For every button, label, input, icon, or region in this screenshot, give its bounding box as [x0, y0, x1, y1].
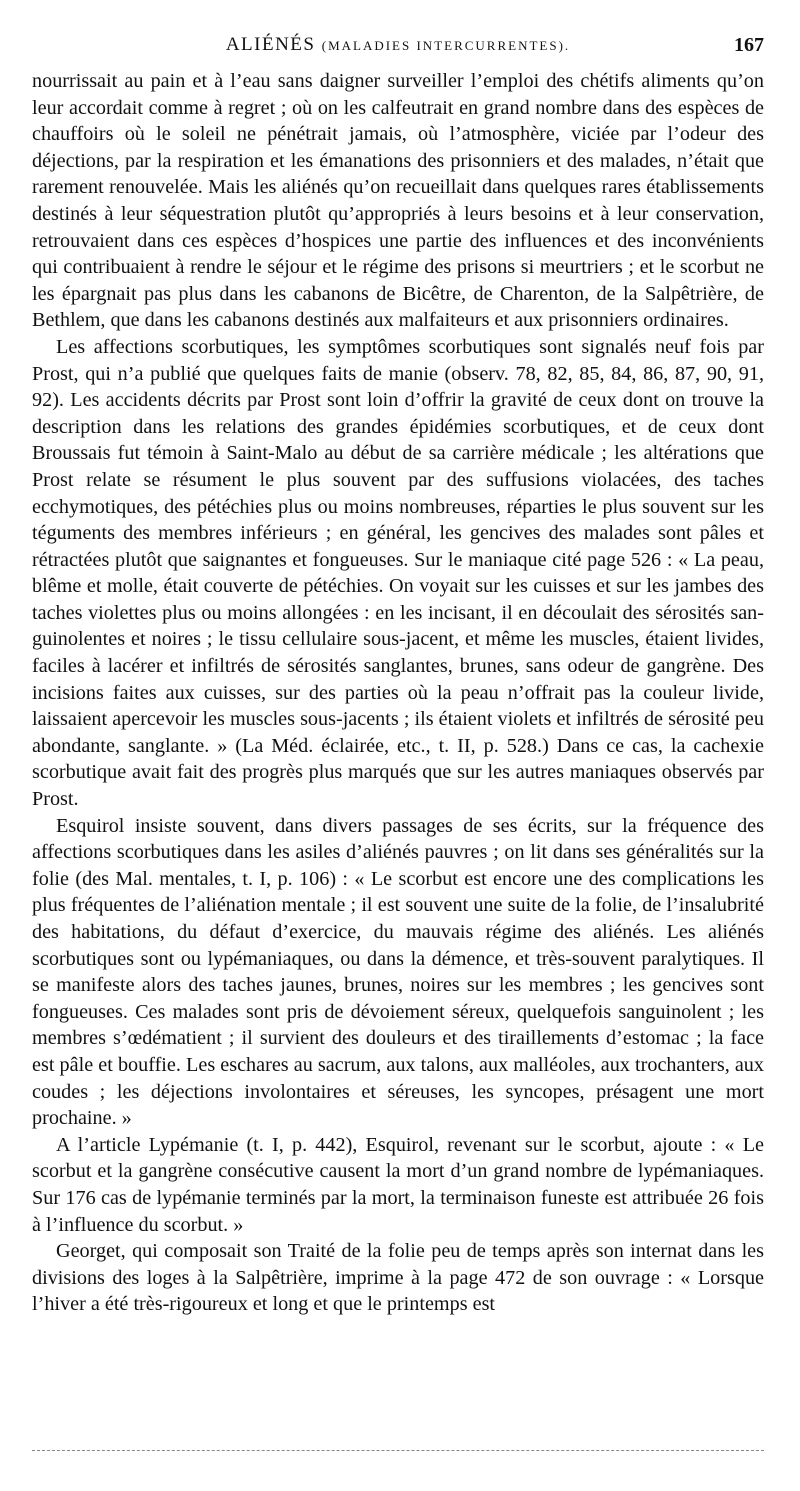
- paragraph-2: Les affections scorbutiques, les symptômes scorbutiques sont signalés neuf fois par Prost, qui n’a publié que quelques faits de manie (observ. 78, 82, 85, 84, 86, 87, 90, 91, 92). Les accidents décrits par Prost sont loin d’offrir la gravité de ceux dont on trouve la description dans les relations des grandes épidémies scorbutiques, et de ceux dont Broussais fut témoin à Saint-Malo au début de sa carrière médicale ; les altérations que Prost relate se résument le plus souvent par des suffusions violacées, des taches ecchymotiques, des pétéchies plus ou moins nombreuses, réparties le plus souvent sur les téguments des membres inférieurs ; en général, les gencives des malades sont pâles et rétractées plutôt que saignantes et fongueuses. Sur le maniaque cité page 526 : « La peau, blême et molle, était couverte de pétéchies. On voyait sur les cuisses et sur les jambes des taches violettes plus ou moins allongées : en les incisant, il en découlait des sérosités sanguinolentes et noires ; le tissu cellulaire sous-jacent, et même les muscles, étaient livides, faciles à lacérer et infiltrés de sérosités sanglantes, brunes, sans odeur de gangrène. Des incisions faites aux cuisses, sur des parties où la peau n’offrait pas la couleur livide, laissaient apercevoir les muscles sous-jacents ; ils étaient violets et infiltrés de sérosité peu abondante, sanglante. » (La Méd. éclairée, etc., t. II, p. 528.) Dans ce cas, la cachexie scorbutique avait fait des progrès plus marqués que sur les autres maniaques observés par Prost.: [32, 335, 764, 811]
- paragraph-5: Georget, qui composait son Traité de la folie peu de temps après son internat dans les divisions des loges à la Salpêtrière, imprime à la page 472 de son ouvrage : « Lorsque l’hiver a été très-rigoureux et long et que le printemps est: [32, 1240, 764, 1316]
- running-title-main: ALIÉNÉS: [225, 34, 316, 55]
- paragraph-4: A l’article Lypémanie (t. I, p. 442), Esquirol, revenant sur le scorbut, ajoute : « Le scorbut et la gangrène consécutive causent la mort d’un grand nombre de lypémaniaques. Sur 176 cas de lypémanie terminés par la mort, la terminaison funeste est attribuée 26 fois à l’influence du scorbut. »: [32, 1133, 764, 1236]
- running-title: [32, 30, 764, 61]
- paragraph-1: nourrissait au pain et à l’eau sans daigner surveiller l’emploi des chétifs aliments qu’on leur accordait comme à regret ; où on les calfeutrait en grand nombre dans des espèces de chauffoirs où le soleil ne pénétrait jamais, où l’atmosphère, viciée par l’odeur des déjections, par la respiration et les émanations des prisonniers et des malades, n’était que rarement renouvelée. Mais les aliénés qu’on recueillait dans quelques rares établissements destinés à leur séquestration plutôt qu’appropriés à leurs besoins et à leur conservation, retrouvaient dans ces espèces d’hospices une partie des influences et des inconvénients qui contribuaient à rendre le séjour et le régime des prisons si meurtriers ; et le scorbut ne les épargnait pas plus dans les cabanons de Bicêtre, de Charenton, de la Salpêtrière, de Bethlem, que dans les cabanons destinés aux malfaiteurs et aux prisonniers ordinaires.: [32, 70, 764, 332]
- page-number: 167: [734, 34, 764, 56]
- page-bottom-rule: [32, 1450, 764, 1451]
- body-text: [32, 68, 764, 1318]
- running-head: [32, 30, 764, 60]
- paragraph-3: Esquirol insiste souvent, dans divers passages de ses écrits, sur la fréquence des affections scorbutiques dans les asiles d’aliénés pauvres ; on lit dans ses généralités sur la folie (des Mal. mentales, t. I, p. 106) : « Le scorbut est encore une des complications les plus fréquentes de l’aliénation mentale ; il est souvent une suite de la folie, de l’insalubrité des habitations, du défaut d’exercice, du mauvais régime des aliénés. Les aliénés scorbutiques sont ou lypémaniaques, ou dans la démence, et très-souvent paralytiques. Il se manifeste alors des taches jaunes, brunes, noires sur les membres ; les gencives sont fongueuses. Ces malades sont pris de dévoiement séreux, quelquefois sanguinolent ; les membres s’œdématient ; il survient des douleurs et des tiraillements d’estomac ; la face est pâle et bouffie. Les eschares au sacrum, aux talons, aux malléoles, aux trochanters, aux coudes ; les déjections involontaires et séreuses, les syncopes, présagent une mort prochaine. »: [32, 814, 764, 1130]
- running-title-sub: (MALADIES INTERCURRENTES).: [321, 38, 571, 53]
